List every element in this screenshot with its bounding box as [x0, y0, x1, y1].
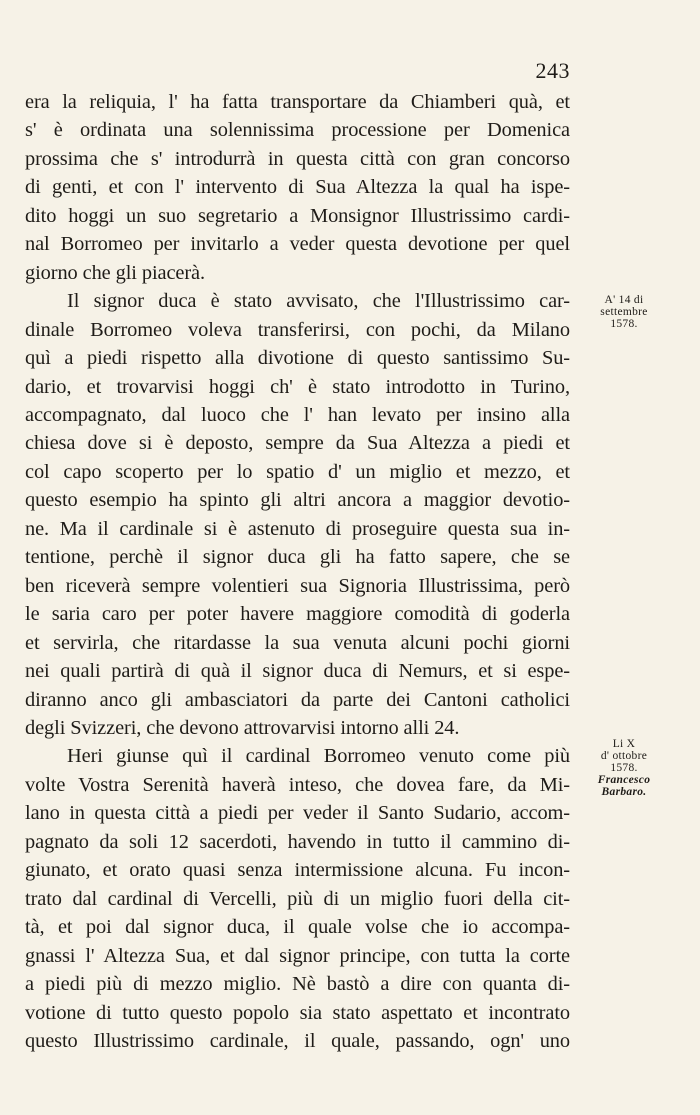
- margin-note-line: 1578.: [610, 318, 638, 330]
- margin-note-line: Li X: [612, 738, 636, 750]
- text-line: ben riceverà sempre volentieri sua Signoria Illustrissima, però: [25, 574, 570, 597]
- text-line: col capo scoperto per lo spatio d' un miglio et mezzo, et: [25, 460, 570, 483]
- text-line: votione di tutto questo popolo sia stato aspettato et incontrato: [25, 1001, 570, 1024]
- text-line: dito hoggi un suo segretario a Monsignor Illustrissimo cardi-: [25, 204, 570, 227]
- margin-note-author: Francesco: [597, 774, 651, 786]
- text-line: giorno che gli piacerà.: [25, 261, 206, 284]
- text-line: tentione, perchè il signor duca gli ha fatto sapere, che se: [25, 546, 570, 569]
- text-line: tà, et poi dal signor duca, il quale volse che io accompa-: [25, 916, 570, 939]
- text-line: giunato, et orato quasi senza intermissione alcuna. Fu incon-: [25, 859, 570, 882]
- margin-note-line: settembre: [600, 306, 648, 318]
- text-line: era la reliquia, l' ha fatta transportare da Chiamberi quà, et: [25, 91, 570, 113]
- text-line: Heri giunse quì il cardinal Borromeo venuto come più: [67, 745, 570, 768]
- text-line: nei quali partirà di quà il signor duca di Nemurs, et si espe-: [25, 660, 570, 683]
- text-line: gnassi l' Altezza Sua, et dal signor principe, con tutta la corte: [25, 944, 570, 967]
- margin-note-date: [574, 294, 674, 330]
- text-line: trato dal cardinal di Vercelli, più di un miglio fuori della cit-: [25, 887, 570, 910]
- text-line: degli Svizzeri, che devono attrovarvisi intorno alli 24.: [25, 716, 460, 739]
- text-line: s' è ordinata una solennissima processione per Domenica: [25, 119, 570, 142]
- margin-note-date-author: [574, 738, 674, 798]
- text-line: et servirla, che ritardasse la sua venuta alcuni pochi giorni: [25, 631, 570, 654]
- text-line: quì a piedi rispetto alla divotione di questo santissimo Su-: [25, 347, 570, 370]
- page-number: 243: [535, 58, 570, 83]
- text-line: questo Illustrissimo cardinale, il quale, passando, ogn' uno: [25, 1029, 570, 1052]
- text-line: nal Borromeo per invitarlo a veder questa devotione per quel: [25, 233, 570, 256]
- text-line: ne. Ma il cardinale si è astenuto di proseguire questa sua in-: [25, 517, 570, 540]
- margin-note-line: 1578.: [610, 762, 638, 774]
- text-line: lano in questa città a piedi per veder il Santo Sudario, accom-: [25, 802, 570, 825]
- text-line: Il signor duca è stato avvisato, che l'Illustrissimo car-: [67, 290, 570, 313]
- text-line: di genti, et con l' intervento di Sua Altezza la qual ha ispe-: [25, 176, 570, 199]
- text-line: prossima che s' introdurrà in questa città con gran concorso: [25, 147, 570, 170]
- text-line: accompagnato, dal luoco che l' han levato per insino alla: [25, 403, 570, 426]
- text-line: pagnato da soli 12 sacerdoti, havendo in tutto il cammino di-: [25, 830, 570, 853]
- margin-note-line: A' 14 di: [604, 294, 644, 306]
- text-line: dario, et trovarvisi hoggi ch' è stato introdotto in Turino,: [25, 375, 570, 398]
- text-line: questo esempio ha spinto gli altri ancora a maggior devotio-: [25, 489, 570, 512]
- text-line: volte Vostra Serenità haverà inteso, che dovea fare, da Mi-: [25, 773, 570, 796]
- text-line: diranno anco gli ambasciatori da parte dei Cantoni catholici: [25, 688, 570, 711]
- body-text: [25, 88, 570, 1055]
- margin-note-author: Barbaro.: [601, 786, 647, 798]
- text-line: a piedi più di mezzo miglio. Nè bastò a dire con quanta di-: [25, 973, 570, 996]
- text-line: le saria caro per poter havere maggiore comodità di goderla: [25, 603, 570, 626]
- text-line: dinale Borromeo voleva transferirsi, con pochi, da Milano: [25, 318, 570, 341]
- margin-note-line: d' ottobre: [600, 750, 648, 762]
- text-line: chiesa dove si è deposto, sempre da Sua Altezza a piedi et: [25, 432, 570, 455]
